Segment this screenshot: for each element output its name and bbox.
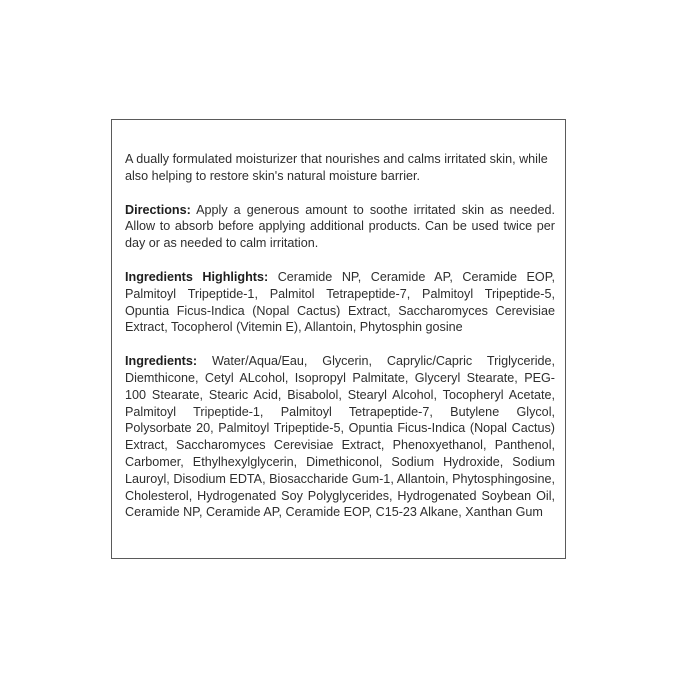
directions-section: [125, 202, 555, 252]
ingredients-highlights-text: Ceramide NP, Ceramide AP, Ceramide EOP, Palmitoyl Tripeptide-1, Palmitol Tetrapeptide-7, Palmitoyl Tripeptide-5, Opuntia Ficus-Indica (Nopal Cactus) Extract, Saccharomyces Cerevisiae Extract, Tocopherol (Vitemin E), Allantoin, Phytosphin gosine: [125, 269, 555, 335]
ingredients-highlights-label: Ingredients Highlights:: [125, 269, 269, 284]
directions-label: Directions:: [125, 202, 191, 217]
ingredients-label: Ingredients:: [125, 354, 198, 369]
ingredients-highlights-section: [125, 269, 555, 336]
ingredients-text: Water/Aqua/Eau, Glycerin, Caprylic/Capric Triglyceride, Diemthicone, Cetyl ALcohol, Isopropyl Palmitate, Glyceryl Stearate, PEG-100 Stearate, Stearic Acid, Bisabolol, Stearyl Alcohol, Tocopheryl Acetate, Palmitoyl Tripeptide-1, Palmitoyl Tetrapeptide-7, Butylene Glycol, Polysorbate 20, Palmitoyl Tripeptide-5, Opuntia Ficus-Indica (Nopal Cactus) Extract, Saccharomyces Cerevisiae Extract, Phenoxyethanol, Panthenol, Carbomer, Ethylhexylglycerin, Dimethiconol, Sodium Hydroxide, Sodium Lauroyl, Disodium EDTA, Biosaccharide Gum-1, Allantoin, Phytosphingosine, Cholesterol, Hydrogenated Soy Polyglycerides, Hydrogenated Soybean Oil, Ceramide NP, Ceramide AP, Ceramide EOP, C15-23 Alkane, Xanthan Gum: [125, 354, 555, 520]
product-description: A dually formulated moisturizer that nourishes and calms irritated skin, while also helping to restore skin's natural moisture barrier.: [125, 152, 548, 183]
ingredients-section: [125, 353, 555, 521]
product-info-panel: [111, 119, 566, 559]
directions-text: Apply a generous amount to soothe irritated skin as needed. Allow to absorb before applying additional products. Can be used twice per day or as needed to calm irritation.: [125, 202, 555, 251]
